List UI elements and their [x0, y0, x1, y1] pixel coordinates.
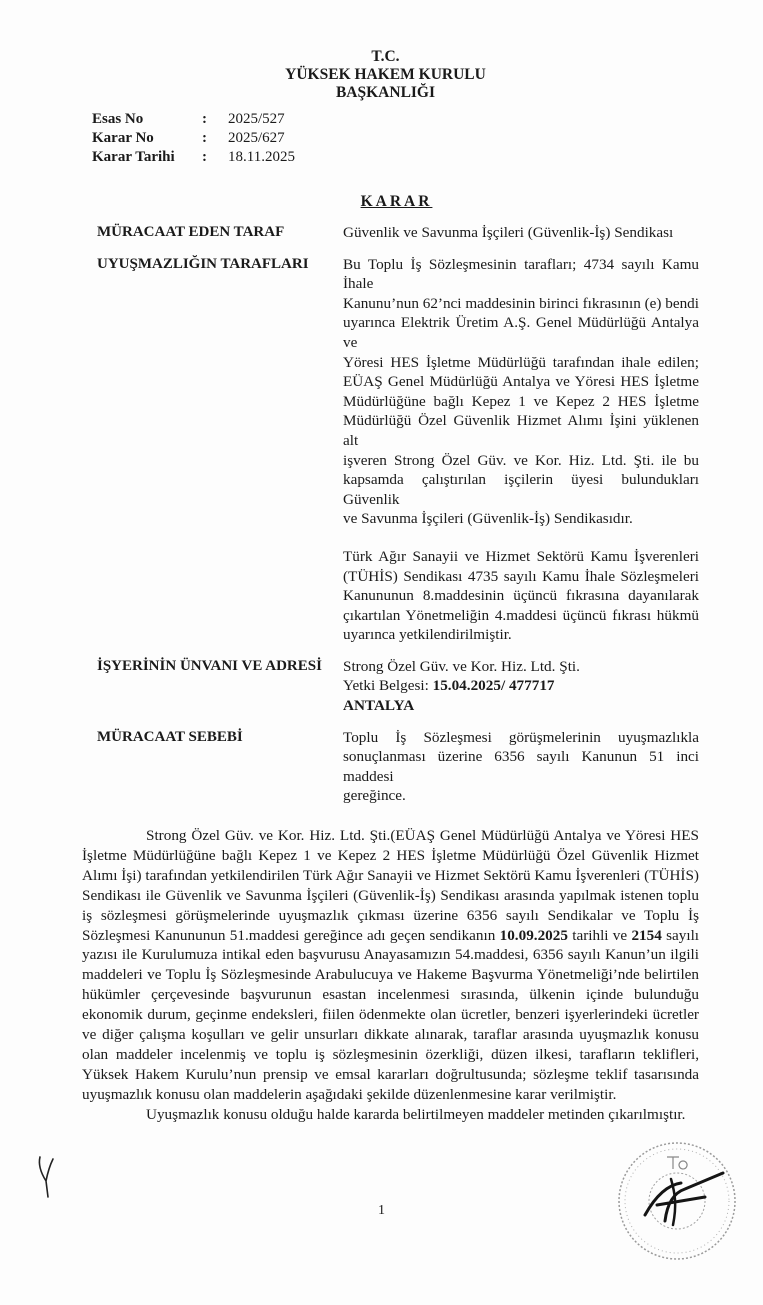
- meta-label: Esas No: [92, 111, 144, 127]
- parties-paragraph-2: [343, 547, 699, 645]
- applicant-value: [343, 223, 699, 243]
- document-title: KARAR: [360, 193, 433, 210]
- text-line: Türk Ağır Sanayii ve Hizmet Sektörü Kamu İşverenleri: [343, 547, 699, 565]
- employer-label: İŞYERİNİN ÜNVANI VE ADRESİ: [97, 657, 322, 674]
- reason-row: [97, 728, 763, 806]
- text-line: uyuşmazlık konusu olan maddelerin aşağıdaki şekilde düzenlenmesine karar verilmiştir.: [82, 1085, 617, 1103]
- text-line: gereğince.: [343, 787, 406, 805]
- reason-label: MÜRACAAT SEBEBİ: [97, 728, 243, 745]
- parties-paragraph-1: [343, 255, 699, 529]
- text-line: işveren Strong Özel Güv. ve Kor. Hiz. Ltd. Şti. ile bu: [343, 451, 699, 469]
- text-fragment: tarihli ve: [567, 926, 632, 944]
- text-line: İşletme Müdürlüğüne bağlı Kepez 1 ve Kepez 2 HES İşletme Müdürlüğü Özel Güvenlik Hizmet: [82, 846, 699, 864]
- document-footer: [0, 1135, 763, 1265]
- authorization-certificate: [343, 676, 699, 696]
- meta-colon: :: [202, 149, 207, 165]
- text-line: Sendikası ile Güvenlik ve Savunma İşçileri (Güvenlik-İş) Sendikası arasında yapılmak istenen toplu: [82, 886, 699, 904]
- applicant-row: [97, 223, 763, 243]
- text-line: ve diğer çalışma koşulları ve gelir unsurları dikkate alınarak, taraflar arasında uyuşmazlık konusu: [82, 1026, 699, 1044]
- parties-values: [343, 255, 699, 645]
- header-tc: T.C.: [371, 48, 400, 65]
- employer-name: Strong Özel Güv. ve Kor. Hiz. Ltd. Şti.: [343, 657, 580, 675]
- official-seal-icon: [605, 1135, 755, 1265]
- text-line: uyarınca Elektrik Üretim A.Ş. Genel Müdürlüğü Antalya ve: [343, 314, 699, 351]
- applicant-label: MÜRACAAT EDEN TARAF: [97, 224, 285, 240]
- handwritten-initial-icon: [36, 1155, 56, 1199]
- text-line: iş sözleşmesi görüşmelerinde uyuşmazlık çıkması üzerine 6356 sayılı Sendikalar ve Toplu İş: [82, 906, 699, 924]
- parties-row: [97, 255, 763, 645]
- certificate-label: Yetki Belgesi:: [343, 677, 433, 695]
- text-line: Yüksek Hakem Kurulu’nun prensip ve emsal kararları doğrultusunda; sözleşme teklif tasarısında: [82, 1065, 699, 1083]
- text-line: maddeleri ve Toplu İş Sözleşmesinde Arabulucuya ve Hakeme Başvurma Yönetmeliği’nde belirtilen: [82, 966, 699, 984]
- page-number: 1: [378, 1202, 385, 1218]
- text-fragment: Sözleşmesi Kanununun 51.maddesi gereğince adı geçen sendikanın: [82, 926, 500, 944]
- meta-value: 18.11.2025: [228, 149, 295, 165]
- text-line: Müdürlüğüne bağlı Kepez 1 ve Kepez 2 HES İşletme: [343, 392, 699, 410]
- text-line: Kanununun 8.maddesinin üçüncü fıkrasına dayanılarak: [343, 587, 699, 605]
- employer-value: [343, 657, 699, 716]
- header-institution: YÜKSEK HAKEM KURULU: [285, 66, 486, 83]
- case-metadata: [92, 110, 763, 167]
- text-line: sonuçlanması üzerine 6356 sayılı Kanunun 51 inci maddesi: [343, 748, 699, 785]
- omitted-articles-note: Uyuşmazlık konusu olduğu halde kararda belirtilmeyen maddeler metinden çıkarılmıştır.: [146, 1105, 686, 1123]
- text-fragment: sayılı: [661, 926, 700, 944]
- meta-row-karar: [92, 129, 763, 148]
- employer-row: [97, 657, 763, 716]
- text-line: Kanunu’nun 62’nci maddesinin birinci fıkrasının (e) bendi: [343, 294, 699, 312]
- meta-row-esas: [92, 110, 763, 129]
- application-date: 10.09.2025: [499, 926, 568, 944]
- text-line: uyarınca yetkilendirilmiştir.: [343, 626, 512, 644]
- text-line: Müdürlüğü Özel Güvenlik Hizmet Alımı İşini yüklenen alt: [343, 412, 699, 449]
- meta-value: 2025/527: [228, 111, 285, 127]
- text-line: Strong Özel Güv. ve Kor. Hiz. Ltd. Şti.(EÜAŞ Genel Müdürlüğü Antalya ve Yöresi HES: [146, 827, 699, 845]
- text-line: Yöresi HES İşletme Müdürlüğü tarafından ihale edilen;: [343, 353, 699, 371]
- text-line-application-date: [82, 926, 699, 946]
- meta-colon: :: [202, 111, 207, 127]
- certificate-value: 15.04.2025/ 477717: [432, 677, 555, 695]
- text-line: hükümler çerçevesinde başvurunun esastan incelenmesi sırasında, ülkenin içinde bulunduğu: [82, 986, 699, 1004]
- meta-label: Karar Tarihi: [92, 149, 175, 165]
- header-presidency: BAŞKANLIĞI: [335, 84, 436, 101]
- text-line: (TÜHİS) Sendikası 4735 sayılı Kamu İhale Sözleşmeleri: [343, 567, 699, 585]
- text-line: ekonomik durum, geçinme endeksleri, fiilen ödenmekte olan ücretler, benzeri işyerlerindeki ücretler: [82, 1006, 699, 1024]
- document-header: [0, 48, 763, 102]
- reason-value: [343, 728, 699, 806]
- meta-colon: :: [202, 130, 207, 146]
- meta-row-date: [92, 148, 763, 167]
- parties-label: UYUŞMAZLIĞIN TARAFLARI: [97, 255, 309, 272]
- text-line: Alımı İşi) tarafından yetkilendirilen Türk Ağır Sanayii ve Hizmet Sektörü Kamu İşverenleri (TÜHİS): [82, 866, 699, 884]
- text-line: Toplu İş Sözleşmesi görüşmelerinin uyuşmazlıkla: [343, 728, 699, 746]
- text-line: kapsamda çalıştırılan işçilerin üyesi bulundukları Güvenlik: [343, 471, 699, 508]
- text-line: çıkartılan Yönetmeliğin 4.maddesi üçüncü fıkrası hükmü: [343, 606, 699, 624]
- meta-value: 2025/627: [228, 130, 285, 146]
- employer-city: ANTALYA: [343, 697, 415, 715]
- text-line: olan maddeler incelenmiş ve toplu iş sözleşmesinin özerkliği, düzen ilkesi, tarafların teklifleri,: [82, 1046, 699, 1063]
- text-line: Bu Toplu İş Sözleşmesinin tarafları; 4734 sayılı Kamu İhale: [343, 255, 699, 293]
- text-line: ve Savunma İşçileri (Güvenlik-İş) Sendikasıdır.: [343, 510, 633, 528]
- text-line: yazısı ile Kurulumuza intikal eden başvurusu Anayasamızın 54.maddesi, 6356 sayılı Kanun’un ilgili: [82, 946, 699, 964]
- text-line: EÜAŞ Genel Müdürlüğü Antalya ve Yöresi HES İşletme: [343, 373, 699, 391]
- meta-label: Karar No: [92, 130, 154, 146]
- application-number: 2154: [631, 926, 662, 944]
- applicant-name: Güvenlik ve Savunma İşçileri (Güvenlik-İş) Sendikası: [343, 224, 674, 241]
